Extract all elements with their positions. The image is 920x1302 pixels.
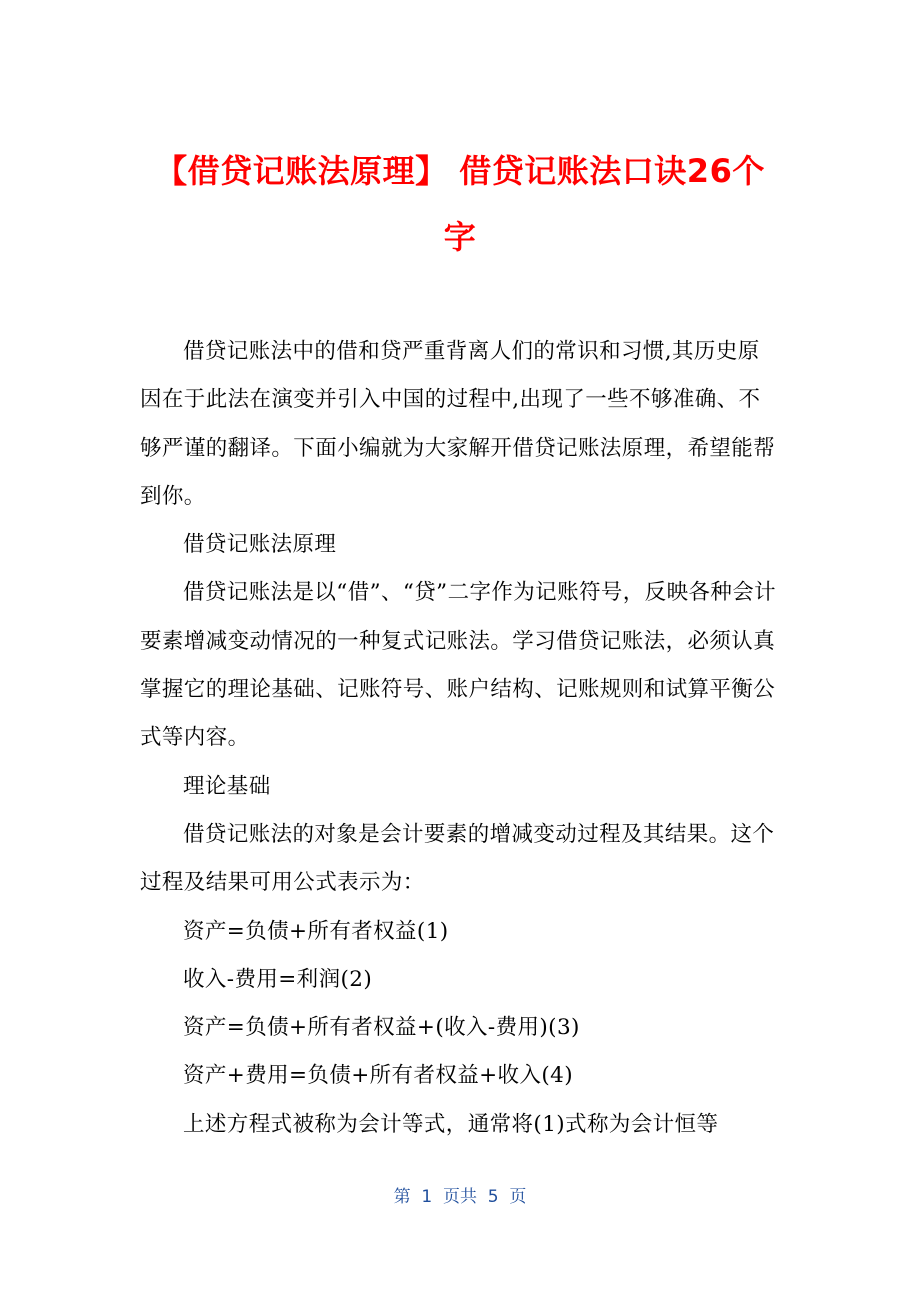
section-heading: 借贷记账法原理	[183, 532, 337, 558]
paragraph: 上述方程式被称为会计等式，通常将(1)式称为会计恒等	[183, 1111, 719, 1137]
formula-line: 收入-费用=利润(2)	[183, 966, 373, 992]
formula-line: 资产+费用=负债+所有者权益+收入(4)	[183, 1063, 574, 1089]
paragraph: 借贷记账法的对象是会计要素的增减变动过程及其结果。这个过程及结果可用公式表示为：	[140, 821, 775, 896]
document-title: 【借贷记账法原理】 借贷记账法口诀26个字	[155, 152, 765, 256]
page-number-footer: 第 1 页共 5 页	[393, 1187, 527, 1207]
section-heading: 理论基础	[183, 773, 271, 799]
document-body	[140, 328, 780, 1149]
paragraph: 借贷记账法是以“借”、“贷”二字作为记账符号，反映各种会计要素增减变动情况的一种复式记账法。学习借贷记账法，必须认真掌握它的理论基础、记账符号、账户结构、记账规则和试算平衡公式等内容。	[140, 580, 777, 751]
formula-line: 资产=负债+所有者权益(1)	[183, 918, 449, 944]
formula-line: 资产=负债+所有者权益+(收入-费用)(3)	[183, 1015, 580, 1041]
paragraph: 借贷记账法中的借和贷严重背离人们的常识和习惯,其历史原因在于此法在演变并引入中国的过程中,出现了一些不够准确、不够严谨的翻译。下面小编就为大家解开借贷记账法原理，希望能帮到你。	[140, 339, 776, 509]
